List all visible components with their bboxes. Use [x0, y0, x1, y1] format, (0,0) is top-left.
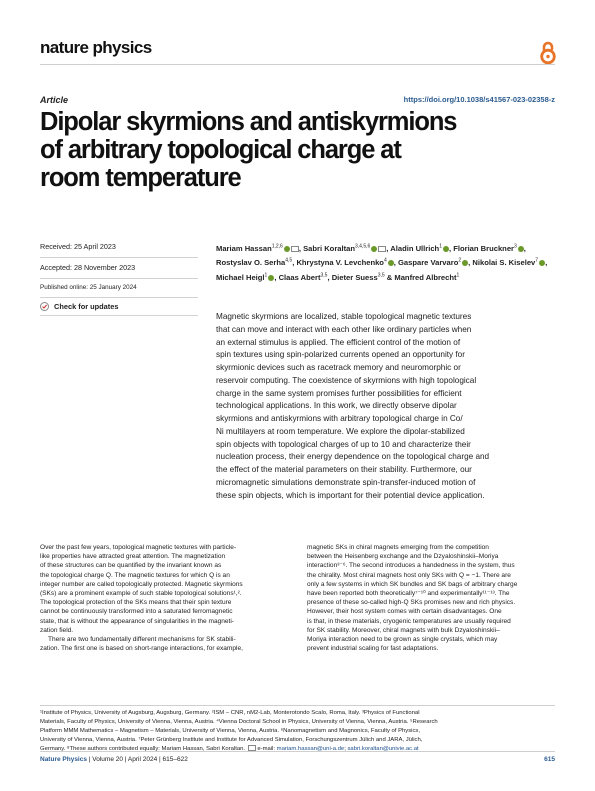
affiliation-line: Platform MMM Mathematics – Magnetism – Materials, University of Vienna, Vienna, Austria. ⁶Nanomagnetism and Magnonics, Faculty of Physics, — [40, 727, 421, 734]
body-line: However, their host system comes with certain disadvantages. One — [307, 608, 502, 616]
author[interactable]: Florian Bruckner$^3$ , — [453, 243, 526, 253]
title-line: Dipolar skyrmions and antiskyrmions — [40, 108, 457, 136]
author[interactable]: Rostyslav O. Serha$^{4,5}$, — [216, 257, 295, 268]
received-date: Received: 25 April 2023 — [40, 242, 116, 251]
title-line: room temperature — [40, 164, 241, 192]
body-column-left — [40, 543, 290, 653]
affiliation-line: Materials, Faculty of Physics, University of Vienna, Vienna, Austria. ⁴Vienna Doctoral School in Physics, University of Vienna, Vienna, Austria. ⁵Research — [40, 718, 438, 725]
body-line: (SKs) are a prominent example of such stable topological solutions¹,². — [40, 590, 242, 598]
author[interactable]: Sabri Koraltan$^{3,4,5,6}$ , — [303, 243, 389, 253]
header-divider — [40, 64, 555, 65]
affiliation-line: ¹Institute of Physics, University of Augsburg, Augsburg, Germany. ²ISM – CNR, nM2-Lab, Monterotondo Scalo, Roma, Italy. ³Physics of Functional — [40, 710, 420, 716]
abstract-line: an external stimulus is applied. The efficient control of the motion of — [216, 337, 461, 347]
footer-citation — [40, 756, 188, 763]
author[interactable]: Mariam Hassan$^{1,2,6}$ , — [216, 243, 301, 253]
email-icon[interactable] — [378, 246, 386, 252]
abstract-line: these spin objects, which is important for their potential device application. — [216, 490, 485, 500]
author[interactable]: Aladin Ullrich$^1$ , — [390, 243, 452, 253]
body-line: cannot be continuously transformed into a saturated ferromagnetic — [40, 608, 233, 616]
body-line: for SK stability. Moreover, chiral magnets with bulk Dzyaloshinskii– — [307, 626, 500, 634]
body-line: of these structures can be quantified by the invariant known as — [40, 562, 222, 570]
published-date: Published online: 25 January 2024 — [40, 284, 137, 291]
abstract-line: technological applications. In this work, we directly observe dipolar — [216, 401, 457, 411]
body-line: only a few systems in which SK bundles and SK bags of arbitrary charge — [307, 580, 518, 588]
orcid-icon[interactable] — [462, 260, 468, 266]
author-list — [216, 240, 556, 285]
date-divider — [40, 297, 198, 298]
abstract-line: micromagnetic simulations demonstrate spin-transfer-induced motion of — [216, 477, 476, 487]
article-title — [40, 108, 560, 192]
author[interactable]: Dieter Suess$^{3,5}$ & — [331, 272, 393, 283]
abstract-line: spin textures using spin-polarized currents opened an opportunity for — [216, 350, 465, 360]
author[interactable]: Manfred Albrecht$^1$ — [394, 272, 460, 283]
author[interactable]: Gaspare Varvaro$^2$ , — [397, 257, 471, 268]
abstract-line: spin objects with topological charges of up to 10 and characterize their — [216, 439, 471, 449]
page-number: 615 — [544, 756, 555, 763]
abstract-line: skyrmions and antiskyrmions with arbitrary topological charge in Co/ — [216, 414, 463, 423]
affiliations-divider — [40, 705, 555, 706]
body-line: presence of these so-called high-Q SKs promises new and rich physics. — [307, 599, 516, 607]
body-line: the topological charge Q. The magnetic textures for which Q is an — [40, 571, 230, 579]
abstract-line: Magnetic skyrmions are localized, stable topological magnetic textures — [216, 312, 472, 321]
body-line: There are two fundamentally different mechanisms for SK stabili- — [48, 636, 236, 644]
body-line: the chirality. Most chiral magnets host only SKs with Q = −1. There are — [307, 571, 511, 579]
accepted-date: Accepted: 28 November 2023 — [40, 263, 136, 272]
title-line: of arbitrary topological charge at — [40, 136, 401, 164]
body-column-right — [307, 543, 557, 653]
open-access-icon — [539, 41, 557, 65]
abstract-line: reservoir computing. The coexistence of skyrmions with high topological — [216, 375, 477, 385]
orcid-icon[interactable] — [518, 246, 524, 252]
abstract-line: that can move and interact with each other like ordinary particles when — [216, 324, 472, 334]
check-updates-icon — [40, 302, 49, 311]
abstract-line: skyrmionic devices such as racetrack memory and neuromorphic or — [216, 363, 461, 372]
author[interactable]: Michael Heigl$^1$ , — [216, 272, 277, 283]
body-line: between the Heisenberg exchange and the Dzyaloshinskii–Moriya — [307, 553, 499, 561]
body-line: Over the past few years, topological magnetic textures with particle- — [40, 544, 237, 551]
orcid-icon[interactable] — [443, 246, 449, 252]
abstract-line: charge in the same system promises further possibilities for efficient — [216, 388, 462, 398]
body-line: The topological protection of the SKs means that their spin texture — [40, 599, 232, 607]
footer-divider — [40, 751, 555, 752]
affiliation-line: Germany. ⁸These authors contributed equally: Mariam Hassan, Sabri Koraltan. e-mail: mariam.hassan@uni-a.de; sabri.koraltan@univie.ac.at — [40, 745, 419, 752]
body-line: interaction³⁻⁶. The second introduces a handedness in the system, thus — [307, 562, 515, 570]
abstract-line: Ni multilayers at room temperature. We explore the dipolar-stabilized — [216, 426, 465, 436]
footer-journal[interactable]: Nature Physics — [40, 756, 87, 763]
body-line: magnetic SKs in chiral magnets emerging from the competition — [307, 544, 489, 551]
orcid-icon[interactable] — [539, 260, 545, 266]
abstract-line: nucleation process, their energy dependence on the topological charge and — [216, 452, 490, 462]
doi-link[interactable]: https://doi.org/10.1038/s41567-023-02358-z — [403, 95, 555, 104]
abstract — [216, 311, 556, 502]
body-line: state, that is without the appearance of singularities in the magneti- — [40, 617, 234, 625]
orcid-icon[interactable] — [388, 260, 394, 266]
body-line: zation. The first one is based on short-range interactions, for example, — [40, 645, 243, 653]
orcid-icon[interactable] — [268, 275, 274, 281]
author[interactable]: Khrystyna V. Levchenko$^4$ , — [296, 257, 396, 268]
affiliations — [40, 709, 555, 754]
article-type-label: Article — [40, 95, 69, 105]
journal-brand: nature physics — [40, 38, 152, 57]
body-line: Moriya interaction need to be grown as single crystals, which may — [307, 636, 498, 644]
email-icon[interactable] — [291, 246, 299, 252]
date-divider — [40, 315, 198, 316]
body-line: have been reported both theoretically⁷⁻¹⁰ and experimentally¹¹⁻¹³. The — [307, 590, 510, 598]
check-updates-label: Check for updates — [54, 302, 119, 311]
body-line: prevent industrial scaling for fast adaptations. — [307, 645, 439, 653]
abstract-line: the effect of the material parameters on their stability. Furthermore, our — [216, 465, 472, 474]
email-link[interactable]: mariam.hassan@uni-a.de — [276, 745, 345, 752]
check-for-updates-button[interactable] — [40, 302, 118, 311]
author[interactable]: Nikolai S. Kiselev$^7$ , — [472, 257, 548, 268]
orcid-icon[interactable] — [371, 246, 377, 252]
date-divider — [40, 257, 198, 258]
email-link[interactable]: sabri.koraltan@univie.ac.at — [347, 745, 419, 752]
author[interactable]: Claas Abert$^{3,5}$, — [278, 272, 330, 283]
body-line: like properties have attracted great attention. The magnetization — [40, 553, 226, 561]
date-divider — [40, 278, 198, 279]
body-line: zation field. — [40, 626, 74, 634]
body-line: is that, in these materials, cryogenic temperatures are usually required — [307, 617, 511, 625]
orcid-icon[interactable] — [284, 246, 290, 252]
footer-volume: | Volume 20 | April 2024 | 615–622 — [88, 756, 188, 763]
body-line: integer number are called topologically protected. Magnetic skyrmions — [40, 580, 243, 588]
affiliation-line: University of Vienna, Vienna, Austria. ⁷Peter Grünberg Institute and Institute for Advanced Simulation, Forschungszentrum Jülich and JARA, Jülich, — [40, 736, 423, 743]
